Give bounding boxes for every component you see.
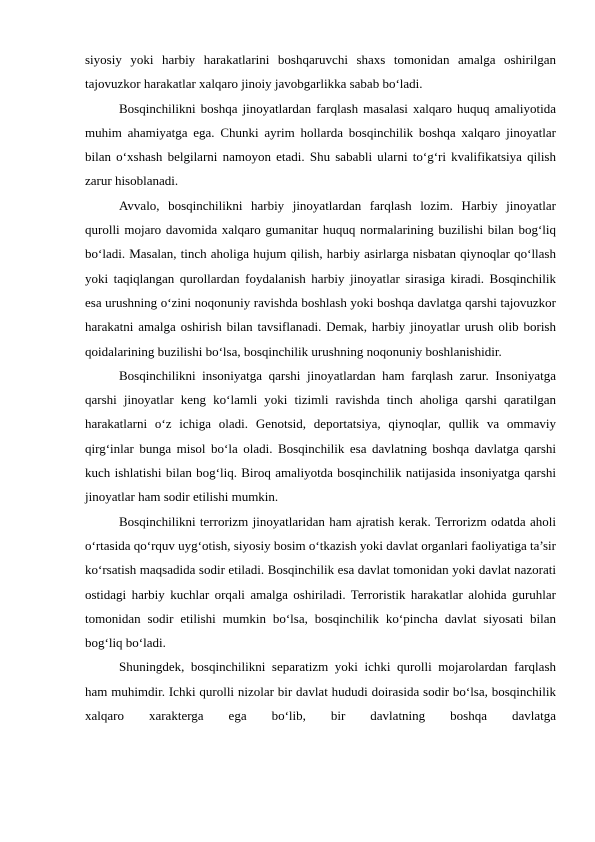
paragraph-continuation: siyosiy yoki harbiy harakatlarini boshqaruvchi shaxs tomonidan amalga oshirilgan tajovuzkor harakatlar xalqaro jinoiy javobgarlikka sabab bo‘ladi. bbox=[85, 52, 556, 92]
paragraph-distinguishing-importance: Bosqinchilikni boshqa jinoyatlardan farqlash masalasi xalqaro huquq amaliyotida muhim ahamiyatga ega. Chunki ayrim hollarda bosqinchilik boshqa xalqaro jinoyatlar bilan o‘xshash belgilarni namoyon etadi. Shu sababli ularni to‘g‘ri kvalifikatsiya qilish zarur hisoblanadi. bbox=[85, 100, 556, 189]
paragraph-terrorism: Bosqinchilikni terrorizm jinoyatlaridan ham ajratish kerak. Terrorizm odatda aholi o‘rtasida qo‘rquv uyg‘otish, siyosiy bosim o‘tkazish yoki davlat organlari faoliyatiga ta’sir ko‘rsatish maqsadida sodir etiladi. Bosqinchilik esa davlat tomonidan yoki davlat nazorati ostidagi harbiy kuchlar orqali amalga oshiriladi. Terroristik harakatlar alohida guruhlar tomonidan sodir etilishi mumkin bo‘lsa, bosqinchilik ko‘pincha davlat siyosati bilan bog‘liq bo‘ladi. bbox=[85, 513, 556, 651]
document-page bbox=[85, 48, 556, 728]
paragraph-crimes-against-humanity: Bosqinchilikni insoniyatga qarshi jinoyatlardan ham farqlash zarur. Insoniyatga qarshi jinoyatlar keng ko‘lamli yoki tizimli ravishda tinch aholiga qarshi qaratilgan harakatlarni o‘z ichiga oladi. Genotsid, deportatsiya, qiynoqlar, qullik va ommaviy qirg‘inlar bunga misol bo‘la oladi. Bosqinchilik esa davlatning boshqa davlatga qarshi kuch ishlatishi bilan bog‘liq. Biroq amaliyotda bosqinchilik natijasida insoniyatga qarshi jinoyatlar ham sodir etilishi mumkin. bbox=[85, 367, 556, 505]
paragraph-war-crimes: Avvalo, bosqinchilikni harbiy jinoyatlardan farqlash lozim. Harbiy jinoyatlar qurolli mojaro davomida xalqaro gumanitar huquq normalarining buzilishi bilan bog‘liq bo‘ladi. Masalan, tinch aholiga hujum qilish, harbiy asirlarga nisbatan qiynoqlar qo‘llash yoki taqiqlangan qurollardan foydalanish harbiy jinoyatlar sirasiga kiradi. Bosqinchilik esa urushning o‘zini noqonuniy ravishda boshlash yoki boshqa davlatga qarshi tajovuzkor harakatni amalga oshirish bilan tavsiflanadi. Demak, harbiy jinoyatlar urush olib borish qoidalarining buzilishi bo‘lsa, bosqinchilik urushning noqonuniy boshlanishidir. bbox=[85, 197, 556, 359]
paragraph-separatism: Shuningdek, bosqinchilikni separatizm yoki ichki qurolli mojarolardan farqlash ham muhimdir. Ichki qurolli nizolar bir davlat hududi doirasida sodir bo‘lsa, bosqinchilik xalqaro xarakterga ega bo‘lib, bir davlatning boshqa davlatga bbox=[85, 659, 556, 724]
